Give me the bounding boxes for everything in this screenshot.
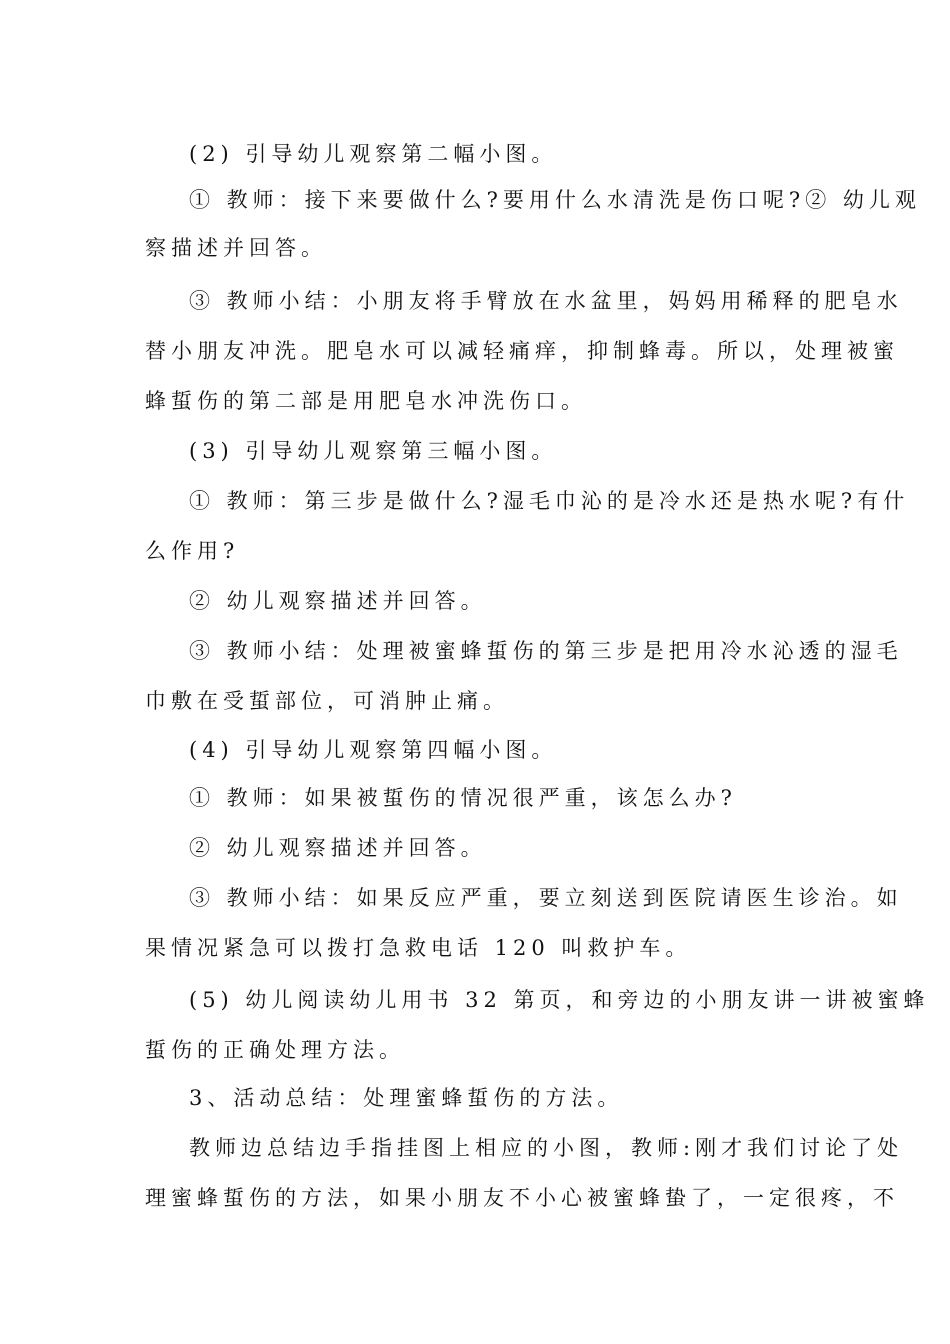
text-line: 么作用? [145, 539, 240, 563]
text-line: (4) 引导幼儿观察第四幅小图。 [189, 738, 558, 762]
text-line: 3、活动总结：处理蜜蜂蜇伤的方法。 [189, 1086, 624, 1110]
text-line: 教师边总结边手指挂图上相应的小图，教师:刚才我们讨论了处 [189, 1136, 904, 1160]
text-line: (2) 引导幼儿观察第二幅小图。 [189, 142, 558, 166]
text-line: ③ 教师小结：如果反应严重，要立刻送到医院请医生诊治。如 [189, 886, 903, 910]
text-line: ① 教师：第三步是做什么?湿毛巾沁的是冷水还是热水呢?有什 [189, 489, 910, 513]
text-line: ② 幼儿观察描述并回答。 [189, 589, 487, 613]
text-line: 果情况紧急可以拨打急救电话 120 叫救护车。 [145, 936, 692, 960]
text-line: ③ 教师小结：小朋友将手臂放在水盆里，妈妈用稀释的肥皂水 [189, 289, 903, 313]
text-line: ③ 教师小结：处理被蜜蜂蜇伤的第三步是把用冷水沁透的湿毛 [189, 639, 903, 663]
text-line: 替小朋友冲洗。肥皂水可以减轻痛痒，抑制蜂毒。所以，处理被蜜 [145, 339, 899, 363]
text-line: 理蜜蜂蜇伤的方法，如果小朋友不小心被蜜蜂蛰了，一定很疼，不 [145, 1186, 899, 1210]
text-line: 蜇伤的正确处理方法。 [145, 1038, 405, 1062]
text-line: ① 教师：如果被蜇伤的情况很严重，该怎么办? [189, 786, 737, 810]
text-line: (3) 引导幼儿观察第三幅小图。 [189, 439, 558, 463]
text-line: 蜂蜇伤的第二部是用肥皂水冲洗伤口。 [145, 389, 587, 413]
text-line: (5) 幼儿阅读幼儿用书 32 第页，和旁边的小朋友讲一讲被蜜蜂 [189, 988, 930, 1012]
text-line: 察描述并回答。 [145, 236, 327, 260]
text-line: ② 幼儿观察描述并回答。 [189, 836, 487, 860]
text-line: ① 教师：接下来要做什么?要用什么水清洗是伤口呢?② 幼儿观 [189, 188, 921, 212]
text-line: 巾敷在受蜇部位，可消肿止痛。 [145, 689, 509, 713]
